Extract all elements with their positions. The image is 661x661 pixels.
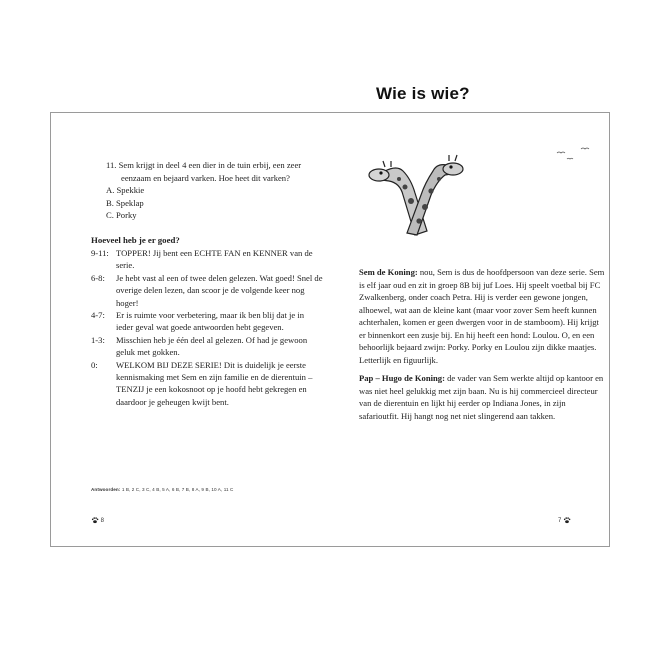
page-number: 7 bbox=[557, 518, 562, 525]
score-text: TOPPER! Jij bent een ECHTE FAN en KENNER van de serie. bbox=[116, 248, 313, 271]
bird-icon bbox=[557, 148, 589, 159]
character-description: nou, Sem is dus de hoofdpersoon van deze serie. Sem is elf jaar oud en zit in groep 8B bij juf Loes. Hij speelt voetbal bij FC Zwalkenberg, onder coach Petra. Hij is verder een gewone jongen, alhoewel, wat aan de kleine kant (maar voor zover Sem heeft kunnen achterhalen, komen er geen dwergen voor in de stamboom). Hij krijgt er binnenkort een zusje bij. En hij heeft een hond: Loulou. O, en een behoorlijk bejaard zwijn: Porky. Porky en Loulou zijn dikke maatjes. Letterlijk en figuurlijk. bbox=[359, 267, 605, 365]
score-row bbox=[91, 247, 323, 272]
character-list bbox=[359, 266, 605, 428]
score-heading: Hoeveel heb je er goed? bbox=[91, 235, 180, 245]
answer-key-text: 1 B, 2 C, 3 C, 4 B, 5 A, 6 B, 7 B, 8 A, 9 B, 10 A, 11 C bbox=[121, 487, 234, 492]
character-name: Sem de Koning: bbox=[359, 267, 418, 277]
score-row bbox=[91, 309, 323, 334]
answer-key-label: Antwoorden: bbox=[91, 487, 121, 492]
character-entry bbox=[359, 372, 605, 422]
score-range: 4-7: bbox=[91, 310, 105, 321]
score-range: 0: bbox=[91, 359, 98, 370]
option-c: C. Porky bbox=[106, 210, 137, 221]
character-description: de vader van Sem werkte altijd op kantoor en was niet heel gelukkig met zijn baan. Nu is hij commercieel directeur van de dierentuin en lijkt hij eerder op Indiana Jones, in zijn safarioutfit. Hij hangt nog net niet slingerend aan takken. bbox=[359, 373, 604, 421]
question-number: 11. bbox=[106, 160, 117, 170]
score-section bbox=[91, 234, 323, 408]
score-text: Misschien heb je één deel al gelezen. Of had je gewoon geluk met gokken. bbox=[116, 334, 308, 358]
character-name: Pap – Hugo de Koning: bbox=[359, 373, 445, 383]
quiz-question bbox=[91, 159, 319, 222]
page-number-right bbox=[558, 517, 571, 524]
option-a: A. Spekkie bbox=[106, 185, 145, 196]
score-row bbox=[91, 334, 323, 359]
page-number: 8 bbox=[100, 518, 105, 525]
option-b: B. Speklap bbox=[106, 197, 144, 208]
score-text: WELKOM BIJ DEZE SERIE! Dit is duidelijk je eerste kennismaking met Sem en zijn familie en de dierentuin – TENZIJ je een kokosnoot op je hoofd hebt gekregen en daardoor je geheugen kwijt bent. bbox=[116, 359, 313, 407]
giraffe-illustration bbox=[345, 135, 607, 245]
score-row bbox=[91, 272, 323, 309]
page-number-left bbox=[91, 517, 104, 524]
score-row bbox=[91, 359, 323, 409]
score-text: Je hebt vast al een of twee delen gelezen. Wat goed! Snel de overige delen lezen, dan scoor je de volgende keer nog hoger! bbox=[116, 272, 323, 308]
paw-print-icon bbox=[91, 517, 99, 524]
answer-key bbox=[91, 487, 233, 492]
book-spread bbox=[50, 112, 610, 547]
question-text bbox=[106, 159, 319, 184]
score-text: Er is ruimte voor verbetering, maar ik ben blij dat je in ieder geval wat goede antwoorden hebt gegeven. bbox=[116, 310, 305, 333]
character-entry bbox=[359, 266, 605, 366]
paw-print-icon bbox=[563, 517, 571, 524]
score-range: 6-8: bbox=[91, 272, 105, 283]
question-body: Sem krijgt in deel 4 een dier in de tuin erbij, een zeer eenzaam en bejaard varken. Hoe heet dit varken? bbox=[118, 160, 302, 183]
page-title: Wie is wie? bbox=[376, 84, 470, 103]
score-range: 9-11: bbox=[91, 248, 109, 258]
score-range: 1-3: bbox=[91, 334, 105, 345]
left-page bbox=[51, 113, 331, 546]
right-page bbox=[331, 113, 611, 546]
answer-options bbox=[91, 184, 319, 222]
